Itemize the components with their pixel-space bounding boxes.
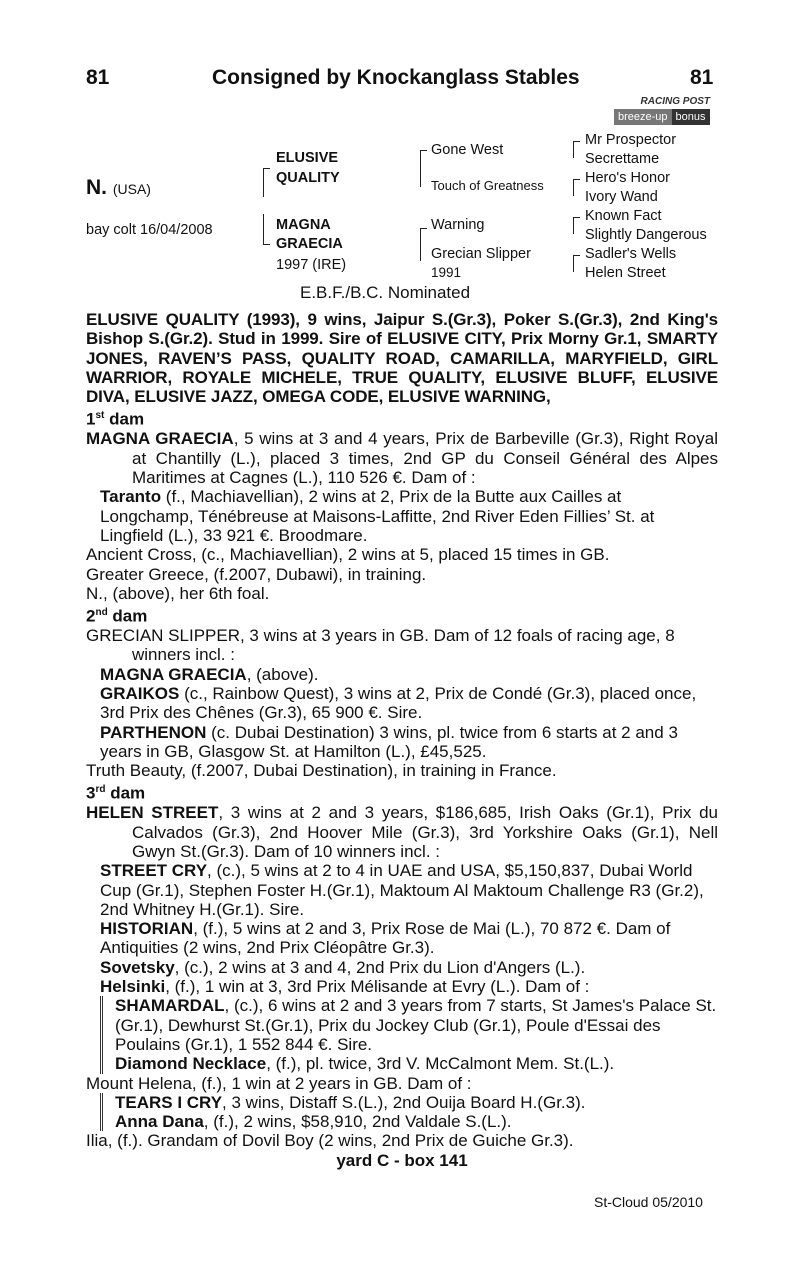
dam-line1: MAGNA <box>276 217 331 233</box>
ggd-3: Slightly Dangerous <box>585 227 707 243</box>
third-dam-heading: 3rd dam <box>86 784 146 804</box>
anna-dana-entry: Anna Dana, (f.), 2 wins, $58,910, 2nd Valdale S.(L.). <box>115 1112 512 1132</box>
n-entry: N., (above), her 6th foal. <box>86 583 270 603</box>
historian-entry: HISTORIAN, (f.), 5 wins at 2 and 3, Prix Rose de Mai (L.), 70 872 €. Dam of Antiquities (2 wins, 2nd Prix Cléopâtre Gr.3). <box>100 919 671 958</box>
page-title: Consigned by Knockanglass Stables <box>212 66 580 89</box>
lot-number-right: 81 <box>690 66 714 89</box>
first-dam-paragraph: MAGNA GRAECIA, 5 wins at 3 and 4 years, Prix de Barbeville (Gr.3), Right Royal at Chantilly (L.), placed 3 times, 2nd GP du Conseil Général des Alpes Maritimes at Cagnes (L.), 110 526 €. Dam of : <box>86 429 718 488</box>
nominated-text: E.B.F./B.C. Nominated <box>300 283 471 302</box>
taranto-entry: Taranto (f., Machiavellian), 2 wins at 2, Prix de la Butte aux Cailles at Longchamp, Ténébreuse at Maisons-Laffitte, 2nd River Eden Fillies’ St. at Lingfield (L.), 33 921 €. Broodmare. <box>100 487 655 545</box>
graikos-entry: GRAIKOS (c., Rainbow Quest), 3 wins at 2, Prix de Condé (Gr.3), placed once, 3rd Prix des Chênes (Gr.3), 65 900 €. Sire. <box>100 683 697 723</box>
diamond-necklace-entry: Diamond Necklace, (f.), pl. twice, 3rd V. McCalmont Mem. St.(L.). <box>115 1054 615 1074</box>
granddam-maternal-year: 1991 <box>431 265 462 280</box>
granddam-paternal: Touch of Greatness <box>431 178 544 193</box>
first-dam-heading: 1st dam <box>86 410 145 430</box>
ggs-4: Sadler's Wells <box>585 246 677 262</box>
ilia-entry: Ilia, (f.). Grandam of Dovil Boy (2 wins, 2nd Prix de Guiche Gr.3). <box>86 1131 574 1151</box>
dam-line2: GRAECIA <box>276 236 343 252</box>
logo-left: breeze-up <box>614 109 672 125</box>
ggs-1: Mr Prospector <box>585 132 677 148</box>
street-cry-entry: STREET CRY, (c.), 5 wins at 2 to 4 in UAE and USA, $5,150,837, Dubai World Cup (Gr.1), Stephen Foster H.(Gr.1), Maktoum Al Maktoum Challenge R3 (Gr.2), 2nd Whitney H.(Gr.1). Sire. <box>100 861 704 919</box>
ggd-4: Helen Street <box>585 265 666 281</box>
lot-number-left: 81 <box>86 66 110 89</box>
logo-line1: RACING POST <box>640 96 710 107</box>
mount-helena-entry: Mount Helena, (f.), 1 win at 2 years in GB. Dam of : <box>86 1073 472 1093</box>
sire-line1: ELUSIVE <box>276 150 339 166</box>
ggs-3: Known Fact <box>585 208 662 224</box>
ancient-cross-entry: Ancient Cross, (c., Machiavellian), 2 wins at 5, placed 15 times in GB. <box>86 545 610 565</box>
shamardal-group <box>100 996 718 1073</box>
ggs-2: Hero's Honor <box>585 170 670 186</box>
helsinki-entry: Helsinki, (f.), 1 win at 3, 3rd Prix Mélisande at Evry (L.). Dam of : <box>100 977 590 997</box>
grandsire-maternal: Warning <box>431 217 485 233</box>
logo-right: bonus <box>672 109 710 125</box>
sovetsky-entry: Sovetsky, (c.), 2 wins at 3 and 4, 2nd Prix du Lion d'Angers (L.). <box>100 957 586 977</box>
horse-name: N. (USA) <box>86 176 151 199</box>
second-dam-paragraph: GRECIAN SLIPPER, 3 wins at 3 years in GB. Dam of 12 foals of racing age, 8 winners incl. : <box>86 626 675 665</box>
grandsire-paternal: Gone West <box>431 142 504 158</box>
shamardal-entry: SHAMARDAL, (c.), 6 wins at 2 and 3 years from 7 starts, St James's Palace St.(Gr.1), Dewhurst St.(Gr.1), Prix du Jockey Club (Gr.1), Poule d'Essai des Poulains (Gr.1), 1 552 844 €. Sire. <box>115 996 717 1054</box>
truth-beauty-entry: Truth Beauty, (f.2007, Dubai Destination), in training in France. <box>86 761 557 781</box>
second-dam-heading: 2nd dam <box>86 606 148 626</box>
granddam-maternal: Grecian Slipper <box>431 246 531 262</box>
horse-description: bay colt 16/04/2008 <box>86 222 213 238</box>
magna-graecia-entry: MAGNA GRAECIA, (above). <box>100 664 319 684</box>
sire-line2: QUALITY <box>276 170 340 186</box>
ggd-1: Secrettame <box>585 151 660 167</box>
yard-box: yard C - box 141 <box>336 1150 468 1170</box>
tears-group <box>100 1093 718 1132</box>
dam-year: 1997 (IRE) <box>276 257 347 273</box>
ggd-2: Ivory Wand <box>585 189 658 205</box>
racing-post-logo <box>614 95 720 129</box>
catalogue-body <box>86 310 718 1170</box>
third-dam-paragraph: HELEN STREET, 3 wins at 2 and 3 years, $186,685, Irish Oaks (Gr.1), Prix du Calvados (Gr.3), 2nd Hoover Mile (Gr.3), 3rd Yorkshire Oaks (Gr.1), Nell Gwyn St.(Gr.3). Dam of 10 winners incl. : <box>86 803 719 861</box>
tears-i-cry-entry: TEARS I CRY, 3 wins, Distaff S.(L.), 2nd Ouija Board H.(Gr.3). <box>115 1092 586 1112</box>
sale-footer: St-Cloud 05/2010 <box>594 1194 703 1210</box>
sire-paragraph: ELUSIVE QUALITY (1993), 9 wins, Jaipur S.(Gr.3), Poker S.(Gr.3), 2nd King's Bishop S.(Gr.2). Stud in 1999. Sire of ELUSIVE CITY, Prix Morny Gr.1, SMARTY JONES, RAVEN’S PASS, QUALITY ROAD, CAMARILLA, MARYFIELD, GIRL WARRIOR, ROYALE MICHELE, TRUE QUALITY, ELUSIVE BLUFF, ELUSIVE DIVA, ELUSIVE JAZZ, OMEGA CODE, ELUSIVE WARNING, <box>86 310 718 407</box>
greater-greece-entry: Greater Greece, (f.2007, Dubawi), in training. <box>86 564 427 584</box>
parthenon-entry: PARTHENON (c. Dubai Destination) 3 wins, pl. twice from 6 starts at 2 and 3 years in GB, Glasgow St. at Hamilton (L.), £45,525. <box>100 722 678 761</box>
